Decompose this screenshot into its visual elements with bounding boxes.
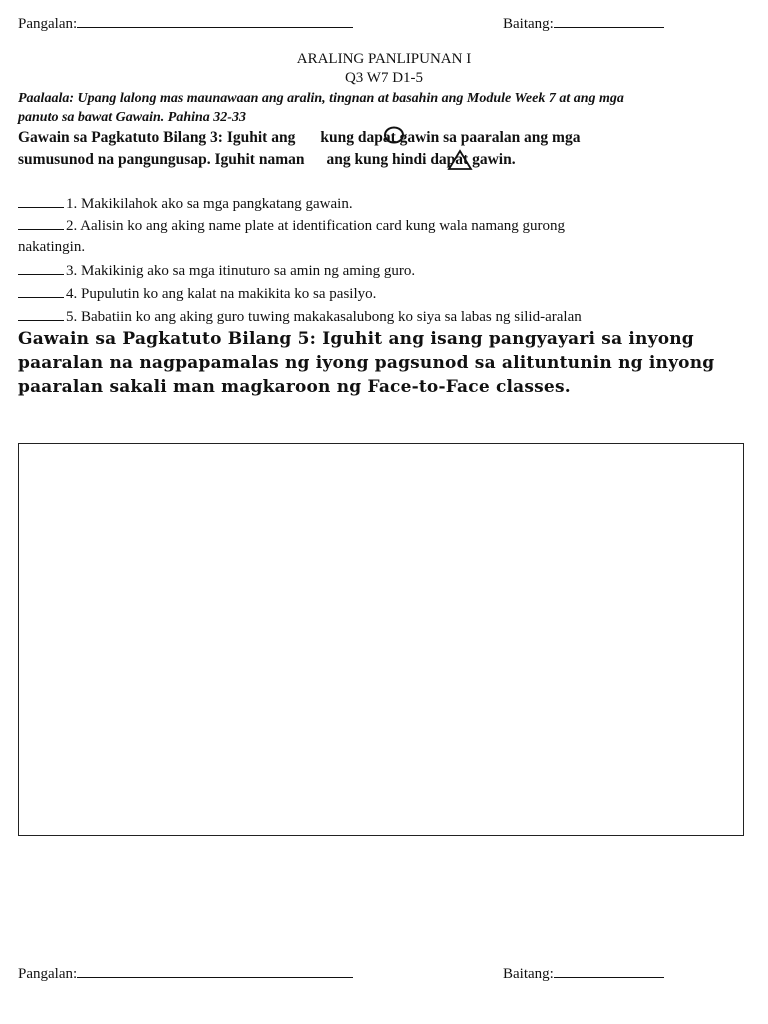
list-item	[18, 194, 353, 213]
answer-blank-5[interactable]	[18, 307, 64, 321]
activity3-line-2	[18, 149, 516, 170]
activity3-text-a: Gawain sa Pagkatuto Bilang 3: Iguhit ang	[18, 129, 296, 146]
footer-name-label: Pangalan:	[18, 966, 78, 982]
lesson-code: Q3 W7 D1-5	[344, 70, 424, 86]
name-field[interactable]	[18, 12, 353, 33]
grade-label: Baitang:	[503, 16, 554, 32]
item-text-5: 5. Babatiin ko ang aking guro tuwing makakasalubong ko siya sa labas ng silid-aralan	[66, 309, 582, 325]
list-item	[18, 216, 565, 235]
item-text-1: 1. Makikilahok ako sa mga pangkatang gawain.	[66, 196, 353, 212]
grade-line[interactable]	[554, 12, 664, 28]
footer-grade-label: Baitang:	[503, 966, 554, 982]
list-item-continuation: nakatingin.	[18, 239, 86, 255]
drawing-area[interactable]	[18, 443, 744, 836]
item-text-3: 3. Makikinig ako sa mga itinuturo sa amin ng aming guro.	[66, 263, 416, 279]
answer-blank-2[interactable]	[18, 216, 64, 230]
list-item	[18, 261, 415, 280]
subject-title: ARALING PANLIPUNAN I	[296, 51, 472, 67]
footer-name-field[interactable]	[18, 962, 353, 983]
activity3-line-1	[18, 127, 580, 148]
item-text-4: 4. Pupulutin ko ang kalat na makikita ko sa pasilyo.	[66, 286, 377, 302]
answer-blank-4[interactable]	[18, 284, 64, 298]
name-line[interactable]	[77, 12, 353, 28]
list-item	[18, 307, 582, 326]
reminder-line-1: Paalaala: Upang lalong mas maunawaan ang aralin, tingnan at basahin ang Module Week 7 at ang mga	[18, 91, 624, 106]
activity3-text-c: sumusunod na pangungusap. Iguhit naman	[18, 151, 305, 168]
answer-blank-3[interactable]	[18, 261, 64, 275]
triangle-icon	[447, 149, 473, 171]
answer-blank-1[interactable]	[18, 194, 64, 208]
activity3-text-b: kung dapat gawin sa paaralan ang mga	[320, 129, 581, 146]
item-text-2: 2. Aalisin ko ang aking name plate at identification card kung wala namang gurong	[66, 218, 566, 234]
footer-grade-line[interactable]	[554, 962, 664, 978]
reminder-line-2: panuto sa bawat Gawain. Pahina 32-33	[18, 110, 246, 125]
grade-field[interactable]	[503, 12, 664, 33]
activity3-text-d: ang kung hindi dapat gawin.	[326, 151, 516, 168]
activity5-instruction: Gawain sa Pagkatuto Bilang 5: Iguhit ang isang pangyayari sa inyong paaralan na nagpapamalas ng iyong pagsunod sa alituntunin ng inyong paaralan sakali man magkaroon ng Face-to-Face classes.	[18, 329, 715, 397]
reminder	[18, 89, 753, 127]
footer-name-line[interactable]	[77, 962, 353, 978]
circle-icon	[382, 125, 406, 145]
name-label: Pangalan:	[18, 16, 78, 32]
footer-grade-field[interactable]	[503, 962, 664, 983]
list-item	[18, 284, 376, 303]
